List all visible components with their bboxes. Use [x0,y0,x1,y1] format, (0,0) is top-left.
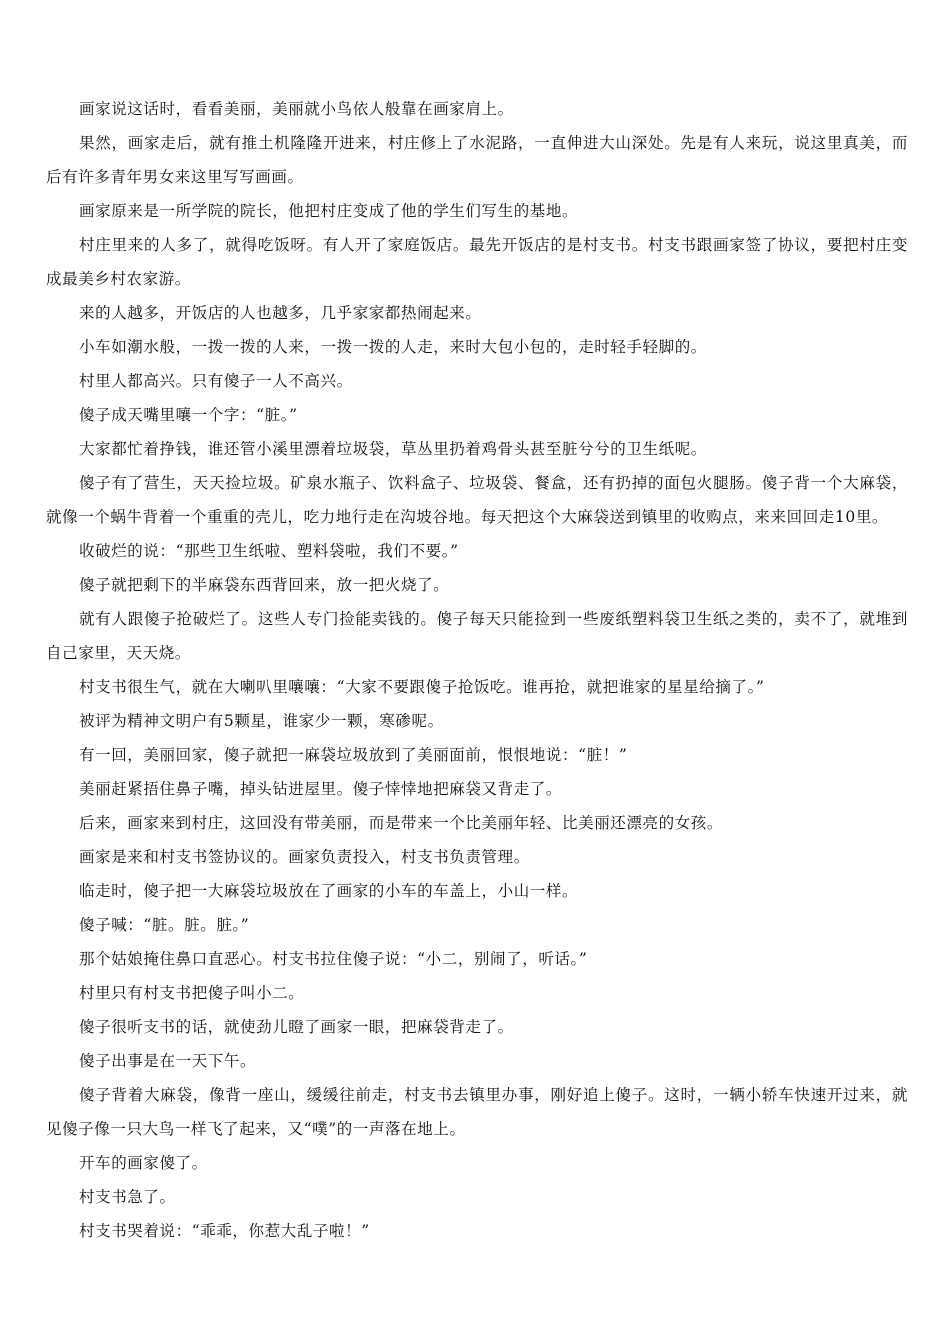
paragraph: 村支书很生气，就在大喇叭里嚷嚷：“大家不要跟傻子抢饭吃。谁再抢，就把谁家的星星给摘了。” [79,678,765,696]
paragraph: 村庄里来的人多了，就得吃饭呀。有人开了家庭饭店。最先开饭店的是村支书。村支书跟画家签了协议，要把村庄变成最美乡村农家游。 [46,236,908,288]
paragraph: 傻子就把剩下的半麻袋东西背回来，放一把火烧了。 [79,576,450,594]
paragraph: 那个姑娘掩住鼻口直恶心。村支书拉住傻子说：“小二，别闹了，听话。” [79,950,588,968]
paragraph: 村里人都高兴。只有傻子一人不高兴。 [79,372,353,390]
paragraph: 果然，画家走后，就有推土机隆隆开进来，村庄修上了水泥路，一直伸进大山深处。先是有人来玩，说这里真美，而后有许多青年男女来这里写写画画。 [46,134,908,186]
paragraph: 画家是来和村支书签协议的。画家负责投入，村支书负责管理。 [79,848,530,866]
paragraph: 傻子喊：“脏。脏。脏。” [79,916,250,934]
story-text [46,92,908,1248]
paragraph: 傻子出事是在一天下午。 [79,1052,257,1070]
paragraph: 收破烂的说：“那些卫生纸啦、塑料袋啦，我们不要。” [79,542,459,560]
paragraph: 画家说这话时，看看美丽，美丽就小鸟依人般靠在画家肩上。 [79,100,514,118]
paragraph: 开车的画家傻了。 [79,1154,208,1172]
paragraph: 大家都忙着挣钱，谁还管小溪里漂着垃圾袋，草丛里扔着鸡骨头甚至脏兮兮的卫生纸呢。 [79,440,707,458]
paragraph: 村支书急了。 [79,1188,176,1206]
paragraph: 来的人越多，开饭店的人也越多，几乎家家都热闹起来。 [79,304,482,322]
paragraph: 小车如潮水般，一拨一拨的人来，一拨一拨的人走，来时大包小包的，走时轻手轻脚的。 [79,338,707,356]
paragraph: 傻子很听支书的话，就使劲儿瞪了画家一眼，把麻袋背走了。 [79,1018,514,1036]
paragraph: 后来，画家来到村庄，这回没有带美丽，而是带来一个比美丽年轻、比美丽还漂亮的女孩。 [79,814,724,832]
paragraph: 村支书哭着说：“乖乖，你惹大乱子啦！” [79,1222,370,1240]
paragraph: 傻子有了营生，天天捡垃圾。矿泉水瓶子、饮料盒子、垃圾袋、餐盒，还有扔掉的面包火腿肠。傻子背一个大麻袋，就像一个蜗牛背着一个重重的壳儿，吃力地行走在沟坡谷地。每天把这个大麻袋送到镇里的收购点，来来回回走10里。 [46,474,908,526]
paragraph: 就有人跟傻子抢破烂了。这些人专门捡能卖钱的。傻子每天只能捡到一些废纸塑料袋卫生纸之类的，卖不了，就堆到自己家里，天天烧。 [46,610,908,662]
paragraph: 村里只有村支书把傻子叫小二。 [79,984,305,1002]
paragraph: 被评为精神文明户有5颗星，谁家少一颗，寒碜呢。 [79,712,444,730]
paragraph: 有一回，美丽回家，傻子就把一麻袋垃圾放到了美丽面前，恨恨地说：“脏！” [79,746,628,764]
paragraph: 美丽赶紧捂住鼻子嘴，掉头钻进屋里。傻子悻悻地把麻袋又背走了。 [79,780,563,798]
paragraph: 傻子背着大麻袋，像背一座山，缓缓往前走，村支书去镇里办事，刚好追上傻子。这时，一辆小轿车快速开过来，就见傻子像一只大鸟一样飞了起来，又“噗”的一声落在地上。 [46,1086,908,1138]
paragraph: 临走时，傻子把一大麻袋垃圾放在了画家的小车的车盖上，小山一样。 [79,882,579,900]
paragraph: 傻子成天嘴里嚷一个字：“脏。” [79,406,298,424]
paragraph: 画家原来是一所学院的院长，他把村庄变成了他的学生们写生的基地。 [79,202,579,220]
